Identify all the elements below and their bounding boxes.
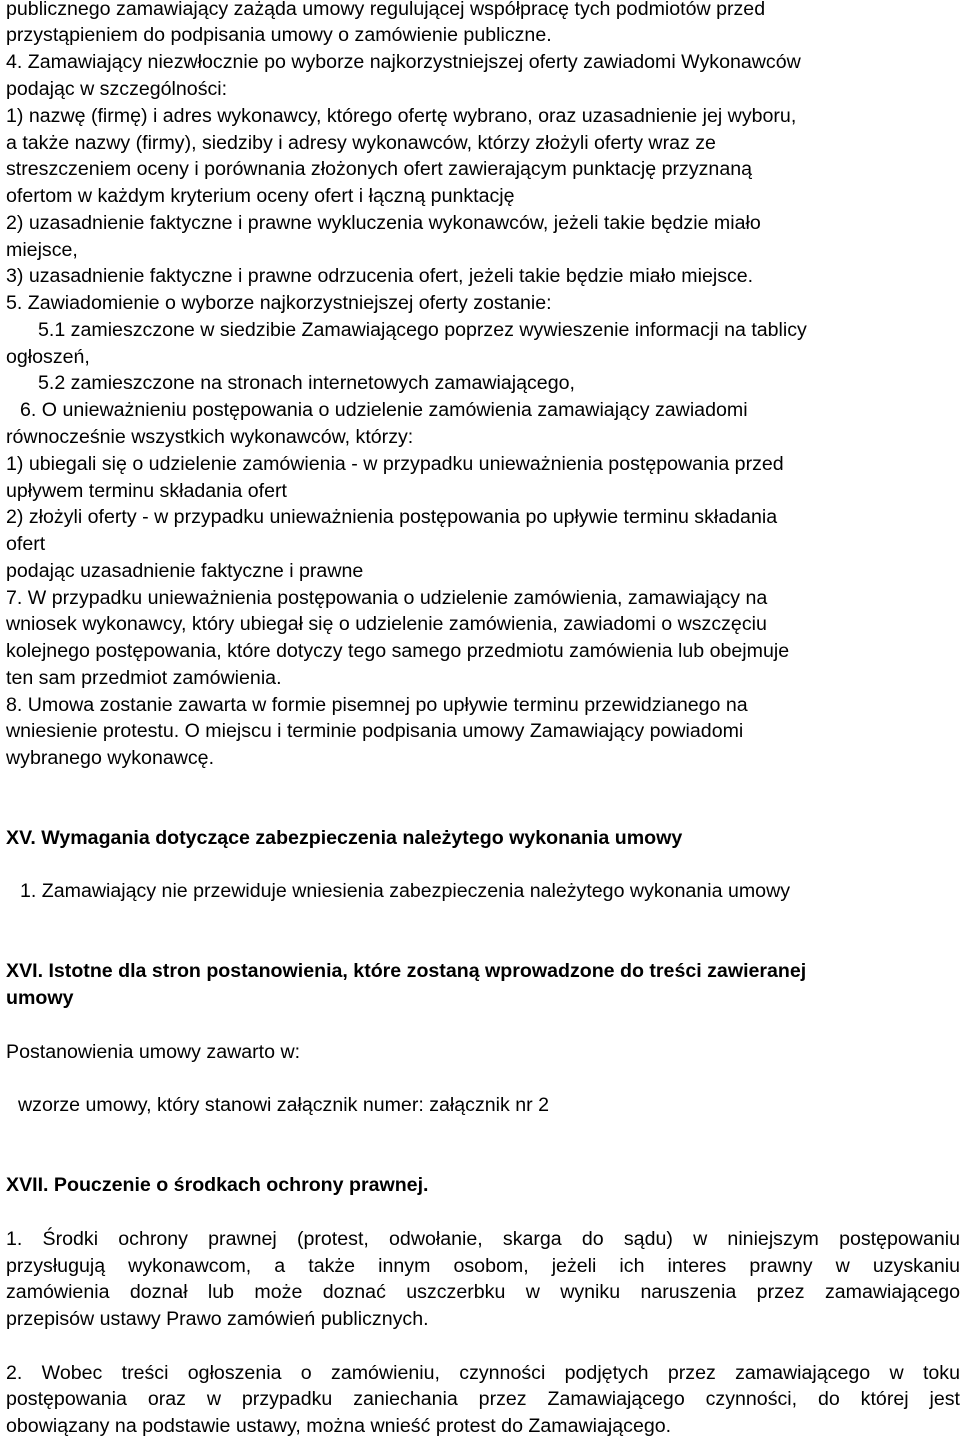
text-line: upływem terminu składania ofert — [6, 480, 287, 502]
text-line: 1) ubiegali się o udzielenie zamówienia - w przypadku unieważnienia postępowania przed — [6, 453, 784, 475]
text-line: 6. O unieważnieniu postępowania o udzielenie zamówienia zamawiający zawiadomi — [20, 399, 748, 421]
text-line: podając uzasadnienie faktyczne i prawne — [6, 560, 364, 582]
text-line: 1) nazwę (firmę) i adres wykonawcy, którego ofertę wybrano, oraz uzasadnienie jej wyboru, — [6, 105, 797, 127]
text-line: przystąpieniem do podpisania umowy o zamówienie publiczne. — [6, 24, 552, 46]
text-line: publicznego zamawiający zażąda umowy regulującej współpracę tych podmiotów przed — [6, 0, 766, 20]
paragraph-line: obowiązany na podstawie ustawy, można wnieść protest do Zamawiającego. — [6, 1415, 672, 1437]
text-line: wniesienie protestu. O miejscu i terminie podpisania umowy Zamawiający powiadomi — [6, 720, 744, 742]
text-line: wniosek wykonawcy, który ubiegał się o udzielenie zamówienia, zawiadomi o wszczęciu — [6, 613, 767, 635]
text-line: 5.2 zamieszczone na stronach internetowych zamawiającego, — [38, 372, 575, 394]
paragraph-line: 1. Środki ochrony prawnej (protest, odwołanie, skarga do sądu) w niniejszym postępowaniu — [6, 1228, 960, 1250]
paragraph-line: przepisów ustawy Prawo zamówień publicznych. — [6, 1308, 429, 1330]
paragraph-line: zamówienia doznał lub może doznać uszczerbku w wyniku naruszenia przez zamawiającego — [6, 1281, 960, 1303]
text-line: 4. Zamawiający niezwłocznie po wyborze najkorzystniejszej oferty zawiadomi Wykonawców — [6, 51, 801, 73]
text-line: kolejnego postępowania, które dotyczy tego samego przedmiotu zamówienia lub obejmuje — [6, 640, 790, 662]
text-line: 3) uzasadnienie faktyczne i prawne odrzucenia ofert, jeżeli takie będzie miało miejsce. — [6, 265, 754, 287]
text-line: 8. Umowa zostanie zawarta w formie pisemnej po upływie terminu przewidzianego na — [6, 694, 748, 716]
text-line: ogłoszeń, — [6, 346, 90, 368]
text-line: podając w szczególności: — [6, 78, 228, 100]
section-xvi-heading: XVI. Istotne dla stron postanowienia, które zostaną wprowadzone do treści zawieranej — [6, 960, 807, 982]
paragraph-line: postępowania oraz w przypadku zaniechania przez Zamawiającego czynności, do której jest — [6, 1388, 960, 1410]
paragraph-line: przysługują wykonawcom, a także innym osobom, jeżeli ich interes prawny w uzyskaniu — [6, 1255, 960, 1277]
text-line: ten sam przedmiot zamówienia. — [6, 667, 282, 689]
text-line: ofertom w każdym kryterium oceny ofert i łączną punktację — [6, 185, 515, 207]
text-line: streszczeniem oceny i porównania złożonych ofert zawierającym punktację przyznaną — [6, 158, 753, 180]
text-line: a także nazwy (firmy), siedziby i adresy wykonawców, którzy złożyli oferty wraz ze — [6, 132, 716, 154]
section-xvi-detail: wzorze umowy, który stanowi załącznik numer: załącznik nr 2 — [18, 1094, 550, 1116]
section-xvi-intro: Postanowienia umowy zawarto w: — [6, 1041, 301, 1063]
text-line: miejsce, — [6, 239, 78, 261]
text-line: 7. W przypadku unieważnienia postępowania o udzielenie zamówienia, zamawiający na — [6, 587, 768, 609]
text-line: wybranego wykonawcę. — [6, 747, 215, 769]
section-xvi-heading-cont: umowy — [6, 987, 74, 1009]
text-line: 5.1 zamieszczone w siedzibie Zamawiającego poprzez wywieszenie informacji na tablicy — [38, 319, 807, 341]
section-xv-heading: XV. Wymagania dotyczące zabezpieczenia należytego wykonania umowy — [6, 827, 683, 849]
text-line: 2) złożyli oferty - w przypadku unieważnienia postępowania po upływie terminu składania — [6, 506, 778, 528]
text-line: ofert — [6, 533, 46, 555]
paragraph-line: 2. Wobec treści ogłoszenia o zamówieniu, czynności podjętych przez zamawiającego w toku — [6, 1362, 960, 1384]
text-line: 2) uzasadnienie faktyczne i prawne wykluczenia wykonawców, jeżeli takie będzie miało — [6, 212, 761, 234]
section-xvii-heading: XVII. Pouczenie o środkach ochrony prawnej. — [6, 1174, 429, 1196]
text-line: równocześnie wszystkich wykonawców, którzy: — [6, 426, 414, 448]
section-xv-item: 1. Zamawiający nie przewiduje wniesienia zabezpieczenia należytego wykonania umowy — [20, 880, 791, 902]
text-line: 5. Zawiadomienie o wyborze najkorzystniejszej oferty zostanie: — [6, 292, 552, 314]
